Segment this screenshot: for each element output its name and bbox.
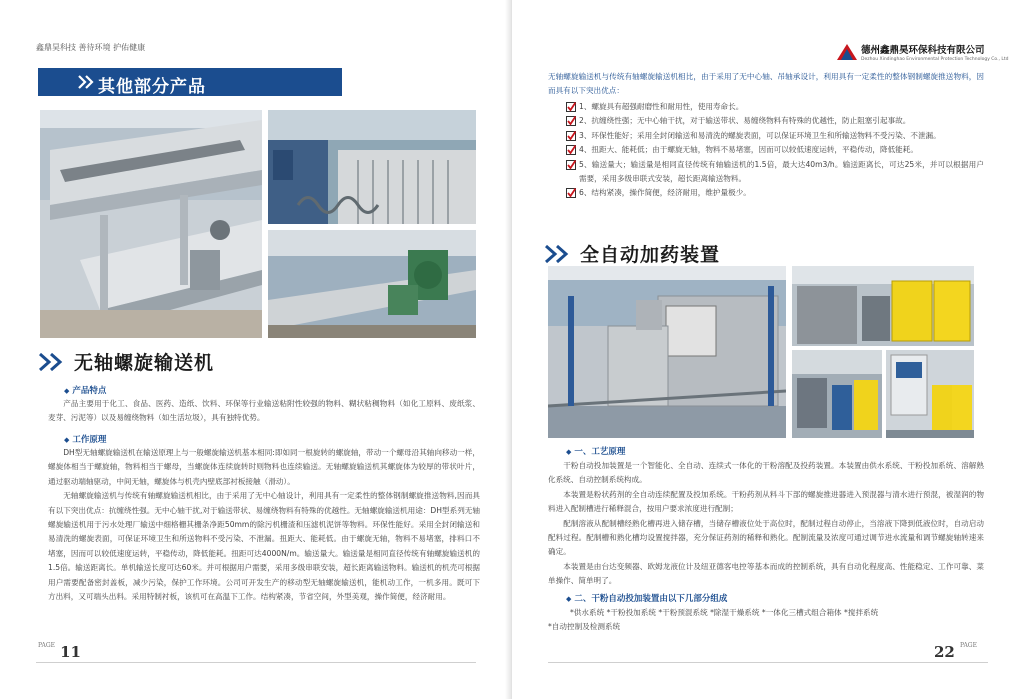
footer-rule	[36, 662, 476, 663]
checkbox-checked-icon	[566, 188, 576, 198]
control-cabinet-photo	[886, 350, 974, 438]
product-title: 全自动加药装置	[580, 244, 721, 266]
page-label: PAGE	[959, 642, 977, 649]
section-title-bar	[38, 68, 342, 96]
spiral-parts-photo	[268, 110, 476, 224]
features-text	[48, 397, 480, 426]
product-heading-conveyor	[38, 348, 214, 375]
page-number-left	[38, 642, 81, 661]
components-line: *自动控制及检测系统	[548, 622, 621, 632]
process-paragraph: 干粉自动投加装置是一个智能化、全自动、连续式一体化的干粉溶配及投药装置。本装置由供水系统、干粉投加系统、溶解熟化系统、自动控制系统构成。	[548, 461, 984, 485]
checkbox-checked-icon	[566, 102, 576, 112]
double-chevron-icon	[38, 352, 68, 372]
footer-rule	[548, 662, 988, 663]
intro-text	[548, 70, 984, 99]
conveyor-photo-large	[40, 110, 262, 338]
process-paragraph: 配制溶液从配制槽经熟化槽再进入储存槽，当储存槽液位处于高位时，配制过程自动停止，当溶液下降到低液位时，自动启动配料过程。配制槽和熟化槽均设置搅拌器，充分保证药剂的稀释和熟化。配制流量及浓度可通过调节进水流量和调节螺旋轴转速来确定。	[548, 518, 984, 557]
dosing-tanks-photo	[792, 266, 974, 346]
principle-paragraph: 无轴螺旋输送机与传统有轴螺旋输送机相比，由于采用了无中心轴设计，利用具有一定柔性的整体钢制螺旋推送物料,因而具有以下突出优点：抗缠绕性强。无中心轴干扰,对于输送带状、易缠绕物料有特殊的优越性。无轴螺旋输送机用途：DH型系列无轴螺旋输送机用于污水处理厂输送中细格栅其栅条净距50mm的除污机栅渣和压滤机泥饼等物料。环保性能好。采用全封闭输送和易清洗的螺旋表面，可保证环境卫生和所送物料不受污染、不泄漏。扭距大、能耗低。由于螺旋无轴，物料不易堵塞，排料口不堵塞，因而可以较低速度运转，平稳传动，降低能耗。扭距可达4000N/m。输送量大。输送量是相同直径传统有轴螺旋输送机的1.5倍。输送距离长。单机输送长度可达60米。并可根据用户需要，采用多级串联安装，超长距离输送物料。输送机的机壳可根据用户需要配备密封盖板，减少污染，保护工作环境。公司可开发生产的移动型无轴螺旋输送机，能机动工作，一机多用。既可下方出料，又可端头出料。采用特制衬板，该机可在高温下工作。结构紧凑，节省空间，外型美观，操作简便，经济耐用。	[48, 491, 480, 602]
advantage-item	[566, 100, 984, 114]
page-number: 11	[60, 643, 81, 661]
section-title: 其他部分产品	[98, 77, 206, 97]
components-line: *供水系统 *干粉投加系统 *干粉预混系统 *除湿干燥系统 *一体化三槽式组合箱体 *搅拌系统	[570, 608, 879, 617]
checkbox-checked-icon	[566, 160, 576, 170]
advantage-text: 5、输送量大；输送量是相同直径传统有轴输送机的1.5倍，最大达40m3/h。输送距离长，可达25米，并可以根据用户需要，采用多级串联式安装，超长距离输送物料。	[579, 159, 984, 184]
dosing-unit-photo-large	[548, 266, 786, 438]
dosing-install-photo	[792, 350, 882, 438]
advantage-item	[566, 129, 984, 143]
features-paragraph: 产品主要用于化工、食品、医药、造纸、饮料、环保等行业输送粘附性较强的物料、糊状粘稠物料（如化工原料、废纸浆、麦芽、污泥等）以及易缠绕物料（如生活垃圾），具有独特优势。	[48, 399, 480, 423]
company-name-en: Dezhou Xindinghao Environmental Protection Technology Co., Ltd	[861, 57, 1009, 62]
company-logo	[836, 42, 1009, 62]
advantage-text: 4、扭距大、能耗低；由于螺旋无轴，物料不易堵塞，因而可以较低速度运转，平稳传动，降低能耗。	[579, 145, 918, 155]
advantage-item	[566, 114, 984, 128]
intro-paragraph: 无轴螺旋输送机与传统有轴螺旋输送机相比，由于采用了无中心轴、吊轴承设计，利用具有一定柔性的整体钢制螺旋推送物料，因而具有以下突出优点：	[548, 72, 984, 96]
advantages-list	[566, 100, 984, 201]
double-chevron-icon	[544, 244, 574, 264]
company-logo-icon	[836, 43, 858, 61]
principle-heading: ◆ 工作原理	[64, 433, 106, 445]
checkbox-checked-icon	[566, 131, 576, 141]
process-text	[548, 459, 984, 589]
checkbox-checked-icon	[566, 116, 576, 126]
slogan: 鑫鼎昊科技 善待环境 护佑健康	[36, 43, 146, 52]
advantage-item	[566, 143, 984, 157]
features-heading: ◆ 产品特点	[64, 384, 106, 396]
company-name-cn: 德州鑫鼎昊环保科技有限公司	[861, 45, 985, 56]
components-heading: ◆ 二、干粉自动投加装置由以下几部分组成	[566, 592, 727, 604]
checkbox-checked-icon	[566, 145, 576, 155]
components-list	[548, 606, 984, 635]
product-heading-dosing	[544, 240, 720, 267]
advantage-text: 1、螺旋具有超强耐磨性和耐用性，使用寿命长。	[579, 102, 744, 111]
advantage-item	[566, 186, 984, 200]
page-label: PAGE	[38, 642, 55, 649]
double-chevron-icon	[78, 75, 96, 89]
principle-text	[48, 446, 480, 604]
process-heading: ◆ 一、工艺原理	[566, 445, 625, 457]
gearbox-photo	[268, 230, 476, 338]
principle-paragraph: DH型无轴螺旋输送机在输送原理上与一般螺旋输送机基本相同:即如同一根旋转的螺旋轴，带动一个螺母沿其轴向移动一样，螺旋体相当于螺旋轴，物料相当于螺母，当螺旋体连续旋转时则物料也连续输送。无轴螺旋输送机其螺旋体为较厚的带状叶片，通过驱动端轴驱动，中间无轴，螺旋体与机壳内壁底部衬板接触（滑动）。	[48, 448, 480, 486]
page-number: 22	[934, 643, 955, 661]
process-paragraph: 本装置是粉状药剂的全自动连续配置及投加系统。干粉药剂从料斗下部的螺旋推进器进入预混器与清水进行预混，被湿润的物料进入配制槽进行稀释混合，按用户要求浓度进行配制；	[548, 489, 984, 514]
page-number-right	[934, 642, 977, 661]
advantage-item	[566, 158, 984, 187]
advantage-text: 3、环保性能好；采用全封闭输送和易清洗的螺旋表面，可以保证环境卫生和所输送物料不受污染、不泄漏。	[579, 130, 941, 140]
advantage-text: 6、结构紧凑，操作简便，经济耐用，维护量极少。	[579, 188, 751, 198]
advantage-text: 2、抗缠绕性强；无中心轴干扰，对于输送带状、易缠绕物料有特殊的优越性，防止阻塞引起事故。	[579, 116, 911, 126]
process-paragraph: 本装置是由台达变频器、欧姆龙液位计及纽亚德客电控等基本而成的控制系统，具有自动化程度高、性能稳定、工作可靠、菜单操作、简单明了。	[548, 561, 984, 586]
product-title: 无轴螺旋输送机	[74, 352, 215, 374]
